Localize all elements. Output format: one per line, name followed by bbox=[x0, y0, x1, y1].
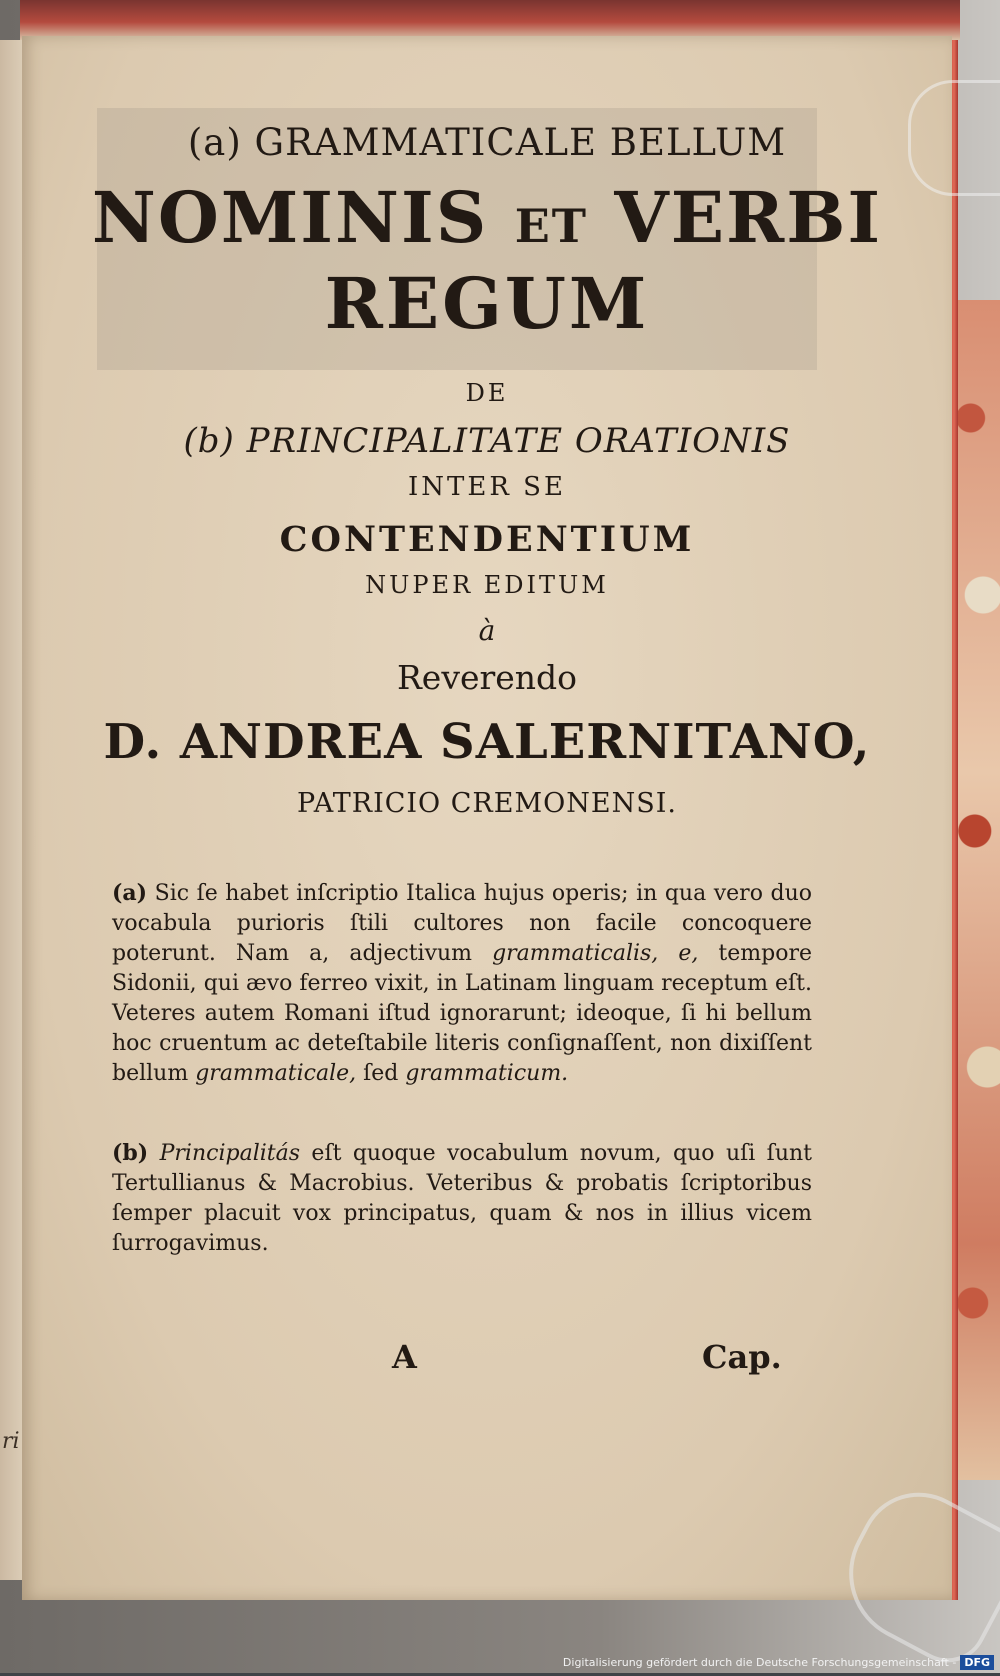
marbled-endpaper bbox=[958, 300, 1000, 1480]
subtitle-de: DE bbox=[465, 379, 509, 407]
footnote-b-text-1: eſt quoque vocabulum novum, quo uſi ſunt Tertullianus & Macrobius. Veteribus & probatis ſcriptoribus ſemper placuit vox principatus, quam & nos in illius vicem ſurrogavimus. bbox=[112, 1141, 813, 1256]
footnote-a-text-2: tempore Sidonii, qui ævo ferreo vixit, in Latinam linguam receptum eſt. Veteres autem Romani iſtud ignorarunt; ideoque, ſi hi bellum hoc cruentum ac deteſtabile literis conſignaſſent, non dixiſſent bellum bbox=[112, 941, 812, 1086]
digitization-credit bbox=[560, 1652, 1000, 1673]
catchword: Cap. bbox=[702, 1338, 782, 1376]
title-word-verbi: VERBI bbox=[614, 176, 883, 259]
author-name: D. ANDREA SALERNITANO, bbox=[103, 714, 871, 770]
book-page bbox=[22, 36, 952, 1600]
author-title: PATRICIO CREMONENSI. bbox=[297, 788, 677, 819]
subtitle-inter-se: INTER SE bbox=[408, 472, 566, 502]
subtitle-principalitate: (b) PRINCIPALITATE ORATIONIS bbox=[183, 421, 791, 461]
title-line-3: REGUM bbox=[324, 262, 650, 345]
title-word-nominis: NOMINIS bbox=[91, 176, 489, 259]
footnote-b-italic-1: Principalitás bbox=[159, 1141, 301, 1166]
footnote-b-label: (b) bbox=[112, 1140, 149, 1166]
book-top-edge bbox=[20, 0, 960, 40]
reverendo-line: Reverendo bbox=[396, 658, 578, 697]
footnote-a-italic-3: grammaticum. bbox=[405, 1061, 569, 1086]
title-line-1: (a) GRAMMATICALE BELLUM bbox=[187, 121, 787, 164]
page-clip-top bbox=[908, 80, 1000, 196]
signature-mark: A bbox=[392, 1338, 417, 1376]
subtitle-nuper-editum: NUPER EDITUM bbox=[365, 571, 609, 599]
title-word-et: ET bbox=[514, 199, 589, 253]
footnote-b bbox=[112, 1138, 812, 1259]
footnote-a-italic-1: grammaticalis, e, bbox=[492, 941, 699, 966]
digitization-credit-text: Digitalisierung gefördert durch die Deutsche Forschungsgemeinschaft - bbox=[562, 1656, 957, 1669]
footnote-a-text-3: ſed bbox=[363, 1061, 399, 1086]
preposition-a: à bbox=[478, 614, 496, 647]
footnote-a-italic-2: grammaticale, bbox=[195, 1061, 357, 1086]
left-page-fragment: ri bbox=[2, 1429, 20, 1454]
title-line-2 bbox=[22, 178, 952, 266]
footnote-a-text-1: Sic ſe habet inſcriptio Italica hujus operis; in qua vero duo vocabula purioris ſtili cultores non facile concoquere poterunt. Nam a, adjectivum bbox=[112, 881, 812, 966]
footnote-a-label: (a) bbox=[112, 880, 148, 906]
dfg-logo: DFG bbox=[960, 1655, 994, 1670]
footnote-a bbox=[112, 878, 812, 1089]
subtitle-contendentium: CONTENDENTIUM bbox=[279, 519, 695, 560]
